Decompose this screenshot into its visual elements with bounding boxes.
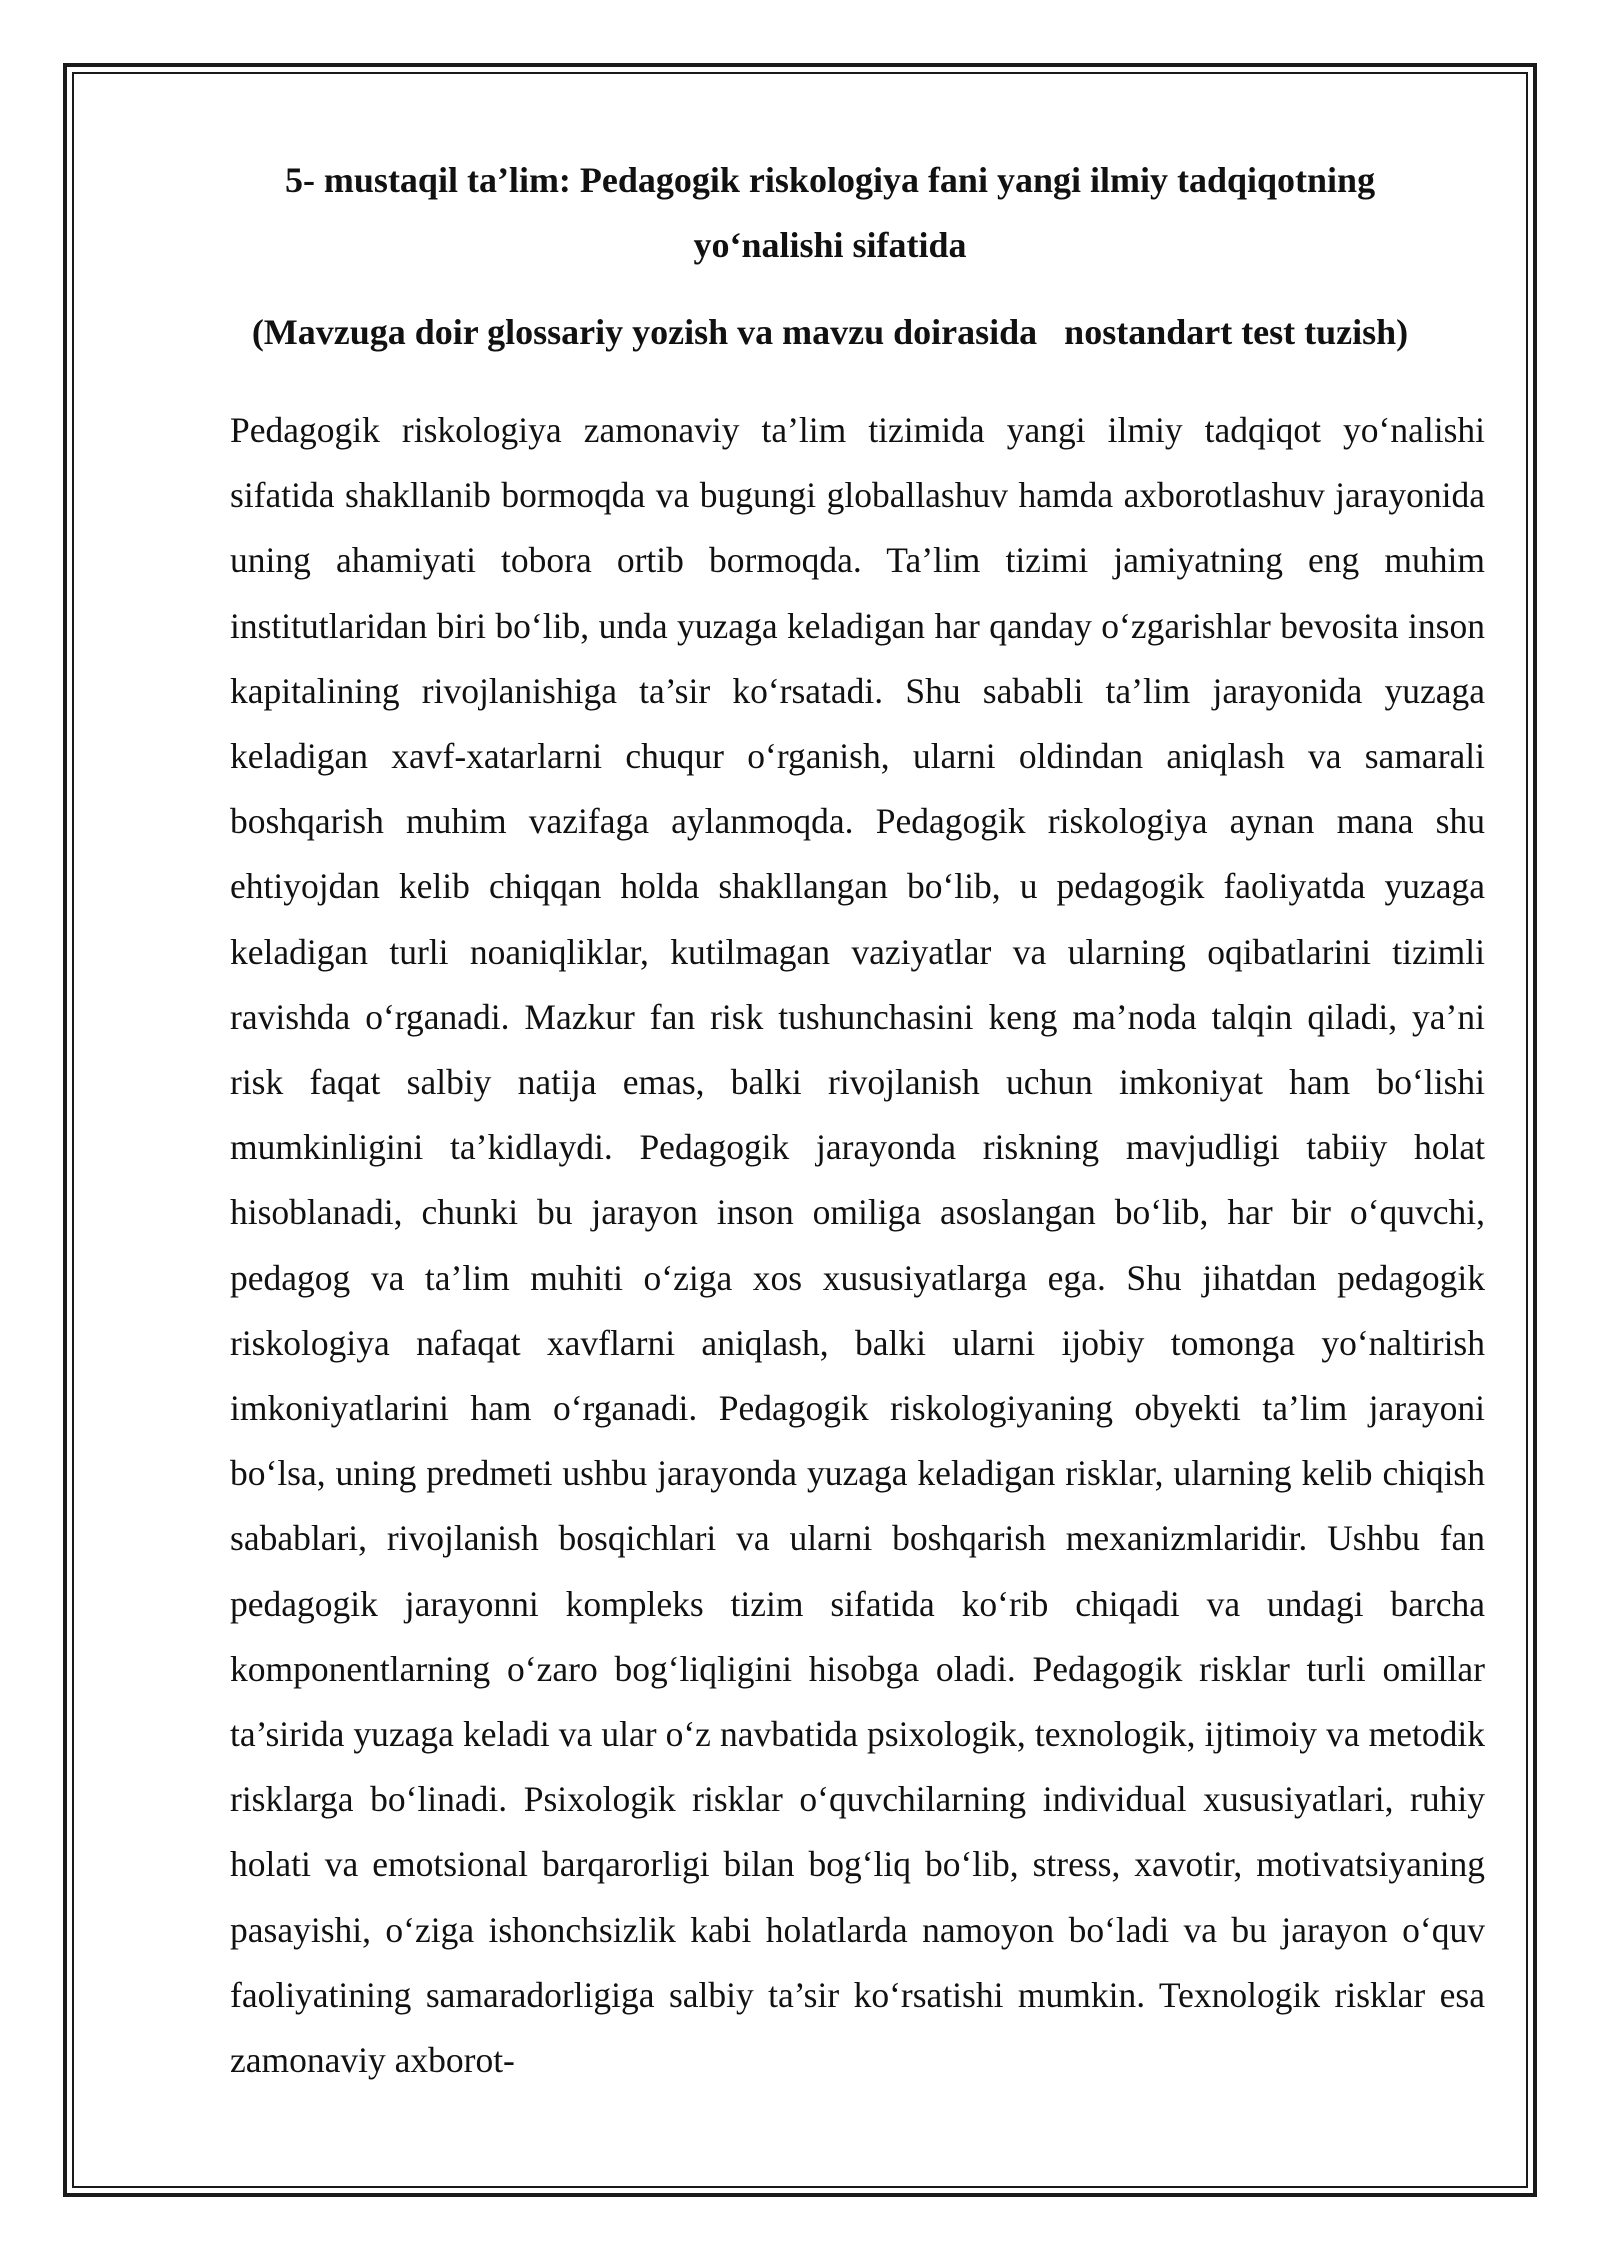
document-title: 5- mustaqil ta’lim: Pedagogik riskologiya fani yangi ilmiy tadqiqotning yo‘nalishi sifatida bbox=[284, 160, 1376, 265]
body-paragraph: Pedagogik riskologiya zamonaviy ta’lim tizimida yangi ilmiy tadqiqot yo‘nalishi sifatida shakllanib bormoqda va bugungi globallashuv hamda axborotlashuv jarayonida uning ahamiyati tobora ortib bormoqda. Ta’lim tizimi jamiyatning eng muhim institutlaridan biri bo‘lib, unda yuzaga keladigan har qanday o‘zgarishlar bevosita inson kapitalining rivojlanishiga ta’sir ko‘rsatadi. Shu sababli ta’lim jarayonida yuzaga keladigan xavf-xatarlarni chuqur o‘rganish, ularni oldindan aniqlash va samarali boshqarish muhim vazifaga aylanmoqda. Pedagogik riskologiya aynan mana shu ehtiyojdan kelib chiqqan holda shakllangan bo‘lib, u pedagogik faoliyatda yuzaga keladigan turli noaniqliklar, kutilmagan vaziyatlar va ularning oqibatlarini tizimli ravishda o‘rganadi. Mazkur fan risk tushunchasini keng ma’noda talqin qiladi, ya’ni risk faqat salbiy natija emas, balki rivojlanish uchun imkoniyat ham bo‘lishi mumkinligini ta’kidlaydi. Pedagogik jarayonda riskning mavjudligi tabiiy holat hisoblanadi, chunki bu jarayon inson omiliga asoslangan bo‘lib, har bir o‘quvchi, pedagog va ta’lim muhiti o‘ziga xos xususiyatlarga ega. Shu jihatdan pedagogik riskologiya nafaqat xavflarni aniqlash, balki ularni ijobiy tomonga yo‘naltirish imkoniyatlarini ham o‘rganadi. Pedagogik riskologiyaning obyekti ta’lim jarayoni bo‘lsa, uning predmeti ushbu jarayonda yuzaga keladigan risklar, ularning kelib chiqish sabablari, rivojlanish bosqichlari va ularni boshqarish mexanizmlaridir. Ushbu fan pedagogik jarayonni kompleks tizim sifatida ko‘rib chiqadi va undagi barcha komponentlarning o‘zaro bog‘liqligini hisobga oladi. Pedagogik risklar turli omillar ta’sirida yuzaga keladi va ular o‘z navbatida psixologik, texnologik, ijtimoiy va metodik risklarga bo‘linadi. Psixologik risklar o‘quvchilarning individual xususiyatlari, ruhiy holati va emotsional barqarorligi bilan bog‘liq bo‘lib, stress, xavotir, motivatsiyaning pasayishi, o‘ziga ishonchsizlik kabi holatlarda namoyon bo‘ladi va bu jarayon o‘quv faoliyatining samaradorligiga salbiy ta’sir ko‘rsatishi mumkin. Texnologik risklar esa zamonaviy axborot- bbox=[230, 410, 1485, 2081]
document-subtitle: (Mavzuga doir glossariy yozish va mavzu doirasida nostandart test tuzish) bbox=[251, 312, 1409, 352]
